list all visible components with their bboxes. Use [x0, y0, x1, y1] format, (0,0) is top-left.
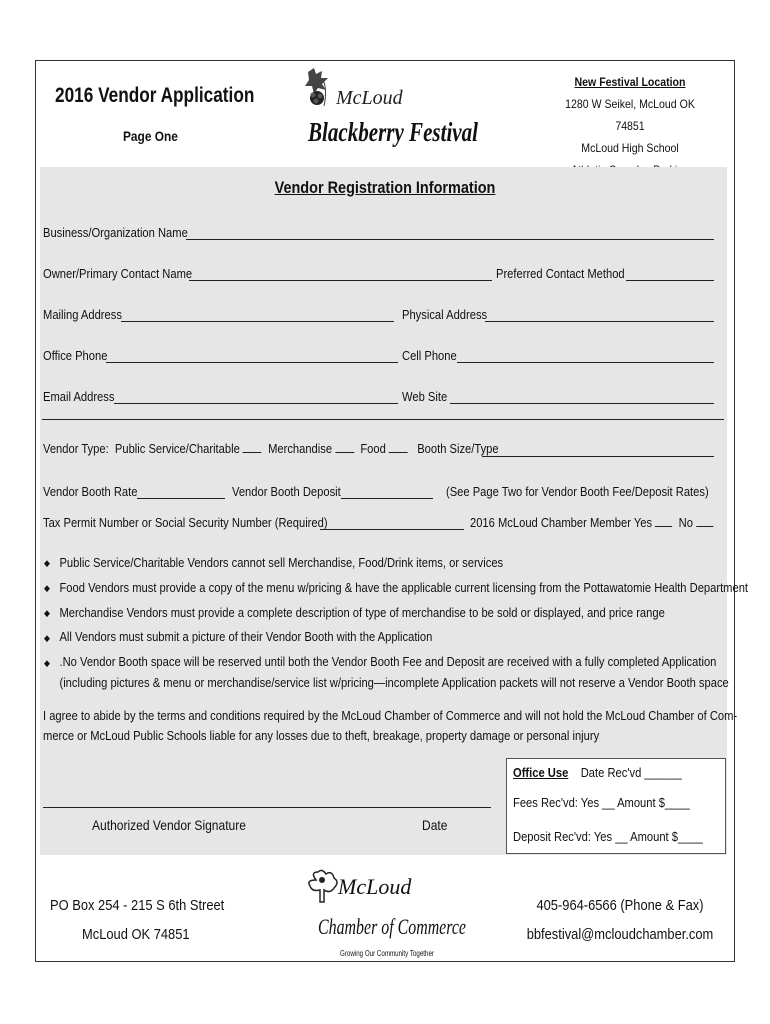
signature-label: Authorized Vendor Signature	[92, 817, 246, 833]
preferred-contact-label: Preferred Contact Method	[496, 266, 625, 281]
date-received: Date Rec'vd ______	[580, 765, 682, 780]
chamber-tagline: Growing Our Community Together	[340, 949, 435, 958]
see-page-two-note: (See Page Two for Vendor Booth Fee/Deposit Rates)	[446, 484, 709, 499]
list-item-continuation: (including pictures & menu or merchandise/service list w/pricing—incomplete Application packets will not reserve a Vendor Booth space	[59, 674, 729, 690]
web-site-field[interactable]	[450, 403, 714, 404]
chamber-tree-icon	[300, 868, 480, 958]
owner-contact-field[interactable]	[189, 280, 492, 281]
tax-permit-field[interactable]	[320, 529, 464, 530]
form-title: 2016 Vendor Application	[55, 84, 255, 107]
chamber-member-no-label: No	[678, 515, 693, 530]
physical-address-label: Physical Address	[402, 307, 488, 322]
member-no-blank[interactable]	[696, 526, 713, 527]
booth-deposit-field[interactable]	[341, 498, 433, 499]
list-item: ◆ Public Service/Charitable Vendors cannot sell Merchandise, Food/Drink items, or services	[44, 551, 715, 576]
physical-address-field[interactable]	[485, 321, 714, 322]
chamber-logo	[300, 868, 480, 958]
deposit-received: Deposit Rec'vd: Yes __ Amount $____	[513, 829, 703, 844]
tax-permit-label: Tax Permit Number or Social Security Number (Required)	[43, 515, 328, 530]
booth-rate-field[interactable]	[137, 498, 225, 499]
cell-phone-label: Cell Phone	[402, 348, 457, 363]
public-service-option: Public Service/Charitable	[114, 441, 240, 456]
bullet-icon: ◆	[44, 558, 50, 569]
office-use-box	[506, 758, 726, 854]
chamber-name: Chamber of Commerce	[318, 914, 467, 939]
list-item: ◆ .No Vendor Booth space will be reserved until both the Vendor Booth Fee and Deposit are received with a fully completed Application	[44, 652, 715, 673]
location-address: 1280 W Seikel, McLoud OK 74851	[565, 97, 695, 133]
list-item: ◆ All Vendors must submit a picture of their Vendor Booth with the Application	[44, 625, 715, 650]
email-label: Email Address	[43, 389, 115, 404]
list-item: ◆ Food Vendors must provide a copy of the menu w/pricing & have the applicable current licensing from the Pottawatomie Health Department	[44, 576, 715, 601]
location-school: McLoud High School	[581, 141, 679, 155]
contact-email[interactable]: bbfestival@mcloudchamber.com	[526, 926, 714, 943]
business-name-label: Business/Organization Name	[43, 225, 188, 240]
section-title: Vendor Registration Information	[274, 178, 496, 197]
business-name-field[interactable]	[186, 239, 714, 240]
logo-town: McLoud	[336, 87, 403, 109]
office-phone-field[interactable]	[106, 362, 398, 363]
bullet-icon: ◆	[44, 583, 50, 594]
festival-location	[551, 71, 709, 181]
bullet-icon: ◆	[44, 657, 50, 668]
merchandise-blank[interactable]	[335, 452, 354, 453]
cell-phone-field[interactable]	[457, 362, 714, 363]
page-label: Page One	[123, 128, 178, 144]
city-state: McLoud OK 74851	[82, 926, 190, 943]
food-option: Food	[360, 441, 386, 456]
member-yes-blank[interactable]	[655, 526, 672, 527]
booth-deposit-label: Vendor Booth Deposit	[232, 484, 341, 499]
bullet-icon: ◆	[44, 607, 50, 618]
mailing-address-label: Mailing Address	[43, 307, 122, 322]
office-phone-label: Office Phone	[43, 348, 108, 363]
festival-logo	[300, 66, 490, 161]
fees-received: Fees Rec'vd: Yes __ Amount $____	[513, 795, 690, 810]
chamber-member-yes-label: 2016 McLoud Chamber Member Yes	[470, 515, 653, 530]
list-item: ◆ Merchandise Vendors must provide a complete description of type of merchandise to be sold or displayed, and price range	[44, 601, 715, 626]
phone-fax: 405-964-6566 (Phone & Fax)	[536, 897, 704, 914]
office-use-heading: Office Use	[513, 765, 569, 780]
date-label: Date	[422, 817, 448, 833]
vendor-type-label: Vendor Type:	[43, 441, 109, 456]
booth-rate-label: Vendor Booth Rate	[43, 484, 138, 499]
public-service-blank[interactable]	[243, 452, 262, 453]
blackberry-icon	[300, 66, 490, 161]
food-blank[interactable]	[389, 452, 408, 453]
web-site-label: Web Site	[402, 389, 448, 404]
booth-size-label: Booth Size/Type	[417, 441, 499, 456]
preferred-contact-field[interactable]	[626, 280, 714, 281]
logo-festival-name: Blackberry Festival	[307, 117, 479, 147]
vendor-type-row	[43, 441, 499, 456]
mailing-address-field[interactable]	[121, 321, 394, 322]
section-divider	[42, 419, 724, 420]
po-box: PO Box 254 - 215 S 6th Street	[50, 897, 225, 914]
booth-size-field[interactable]	[482, 456, 714, 457]
bullet-icon: ◆	[44, 632, 50, 643]
location-heading: New Festival Location	[574, 75, 686, 89]
signature-field[interactable]	[43, 807, 491, 808]
email-field[interactable]	[114, 403, 398, 404]
requirements-list	[44, 551, 749, 693]
owner-contact-label: Owner/Primary Contact Name	[43, 266, 193, 281]
chamber-member-row	[470, 515, 713, 530]
merchandise-option: Merchandise	[268, 441, 333, 456]
chamber-town: McLoud	[338, 874, 412, 899]
agreement-text: I agree to abide by the terms and conditions required by the McLoud Chamber of Commerce and will not hold the McLoud Chamber of Com- merce or McLoud Public Schools liable for any losses due to theft, breakage, property damage or personal injury	[43, 708, 738, 743]
